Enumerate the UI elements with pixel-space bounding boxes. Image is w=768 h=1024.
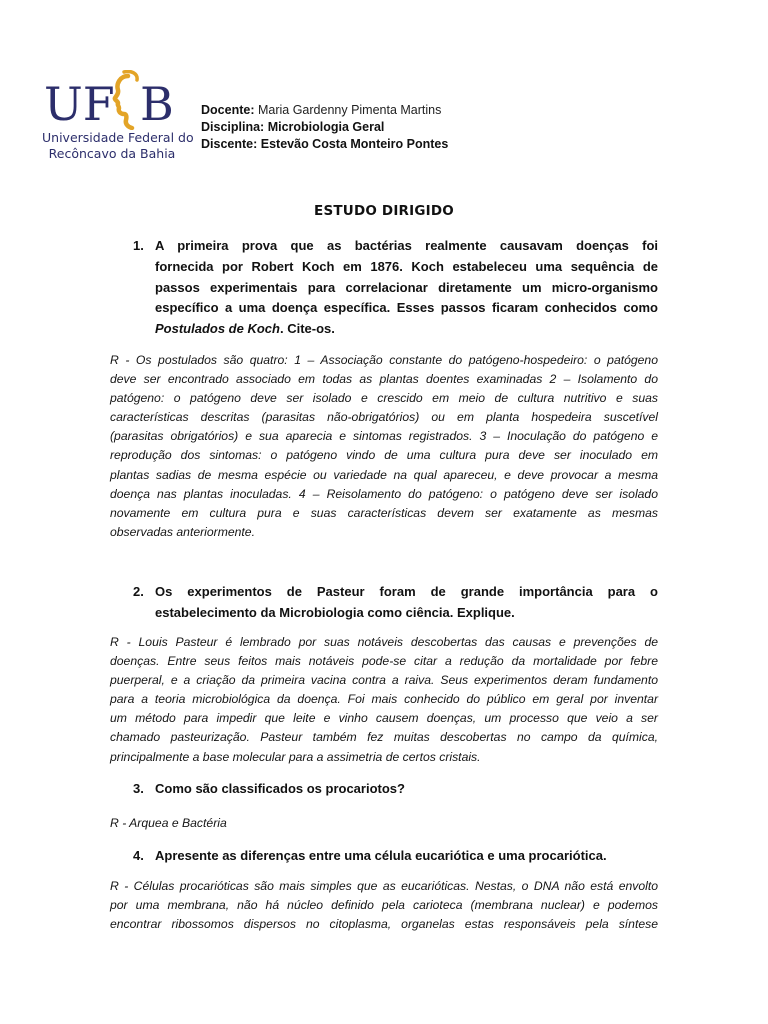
question-1-number: 1. <box>133 238 144 253</box>
disciplina-value: Microbiologia Geral <box>267 120 385 134</box>
question-1-tail: . Cite-os. <box>279 321 335 337</box>
answer-2-line: R - Louis Pasteur é lembrado por suas notáveis descobertas das causas e prevenções de <box>110 635 658 649</box>
question-1-line: passos experimentais para correlacionar diretamente um micro-organismo <box>155 279 658 295</box>
answer-3 <box>110 814 658 833</box>
university-logo <box>42 70 194 162</box>
answer-4-line: encontrar ribossomos dispersos no citoplasma, organelas estas responsáveis pela síntese <box>110 917 658 932</box>
answer-1-line: reprodução dos sintomas: o patógeno vindo de uma cultura pura deve ser inoculado em <box>110 448 658 463</box>
answer-1-line: doença nas plantas inoculadas. 4 – Reisolamento do patógeno: o patógeno deve ser isolado <box>110 486 658 501</box>
logo-university-line1: Universidade Federal do <box>42 130 194 145</box>
question-1-line: específico a uma doença específica. Esses passos ficaram conhecidos como <box>155 300 658 316</box>
disciplina-row <box>201 119 448 136</box>
answer-2-line: doenças. Entre seus feitos mais notáveis pode-se citar a redução da mortalidade por febre <box>110 654 658 669</box>
disciplina-label: Disciplina: <box>201 120 265 134</box>
logo-university-line2: Recôncavo da Bahia <box>48 146 176 161</box>
question-4 <box>133 846 658 867</box>
question-3-number: 3. <box>133 781 144 796</box>
question-2-line: Os experimentos de Pasteur foram de grande importância para o <box>155 584 658 599</box>
answer-2-line: chamado pasteurização. Pasteur também fez muitas descobertas no campo da química, <box>110 730 658 745</box>
logo-mark-right: B <box>140 77 174 130</box>
discente-row <box>201 136 448 153</box>
answer-1 <box>110 351 658 542</box>
answer-4-line: R - Células procarióticas são mais simples que as eucarióticas. Nestas, o DNA não está envolto <box>110 879 658 893</box>
discente-label: Discente: <box>201 137 258 151</box>
question-2-line: estabelecimento da Microbiologia como ciência. Explique. <box>155 604 515 620</box>
answer-2-line: puerperal, e a criação da primeira vacina contra a raiva. Seus experimentos deram fundamento <box>110 673 658 688</box>
question-2 <box>133 582 658 624</box>
question-1-line: fornecida por Robert Koch em 1876. Koch estabeleceu uma sequência de <box>155 258 658 274</box>
question-3-line: Como são classificados os procariotos? <box>155 781 405 796</box>
question-1-line: A primeira prova que as bactérias realmente causavam doenças foi <box>155 238 658 253</box>
answer-4-line: por uma membrana, não há núcleo definido pela carioteca (membrana nuclear) e podemos <box>110 898 658 913</box>
answer-1-line: (parasitas obrigatórios) e sua aparecia e sintomas registrados. 3 – Inoculação do patógeno e <box>110 429 658 444</box>
answer-1-line: patógeno: o patógeno deve ser isolado e crescido em meio de cultura nutritivo e suas <box>110 391 658 406</box>
answer-1-line: R - Os postulados são quatro: 1 – Associação constante do patógeno-hospedeiro: o patógeno <box>110 353 658 367</box>
question-4-number: 4. <box>133 848 144 863</box>
answer-2-line: para a teoria microbiológica da doença. Foi mais conhecido do público em geral por inventar <box>110 692 658 707</box>
answer-3-line: R - Arquea e Bactéria <box>110 816 227 830</box>
question-1-last-line <box>155 319 658 340</box>
answer-1-line: observadas anteriormente. <box>110 524 255 539</box>
answer-2-line: um método para impedir que leite e vinho causem doenças, um processo que veio a ser <box>110 711 658 726</box>
answer-1-line: características descritas (parasitas não-obrigatórios) ou em planta hospedeira suscetível <box>110 410 658 425</box>
question-4-line: Apresente as diferenças entre uma célula eucariótica e uma procariótica. <box>155 848 607 863</box>
docente-row <box>201 102 448 119</box>
answer-1-line: plantas sadias de mesma espécie ou variedade na qual apareceu, e deve provocar a mesma <box>110 467 658 482</box>
answer-2 <box>110 633 658 767</box>
question-3 <box>133 779 658 800</box>
logo-mark-left: UF <box>44 77 115 130</box>
postulados-de-koch-text: Postulados de Koch <box>155 321 280 337</box>
header-info <box>201 102 448 153</box>
answer-4 <box>110 877 658 934</box>
docente-label: Docente: <box>201 103 255 117</box>
ufrb-logo-mark-icon <box>42 70 182 130</box>
answer-2-line: principalmente a base molecular para a assimetria de certos cristais. <box>110 749 481 764</box>
answer-1-line: deve ser encontrado associado em todas as plantas doentes examinadas 2 – Isolamento do <box>110 372 658 387</box>
docente-value: Maria Gardenny Pimenta Martins <box>257 103 442 117</box>
question-2-number: 2. <box>133 584 144 599</box>
question-1 <box>133 236 658 340</box>
discente-value: Estevão Costa Monteiro Pontes <box>260 137 449 151</box>
page-title: ESTUDO DIRIGIDO <box>314 203 454 219</box>
answer-1-line: novamente em cultura pura e suas características devem ser exatamente as mesmas <box>110 505 658 520</box>
